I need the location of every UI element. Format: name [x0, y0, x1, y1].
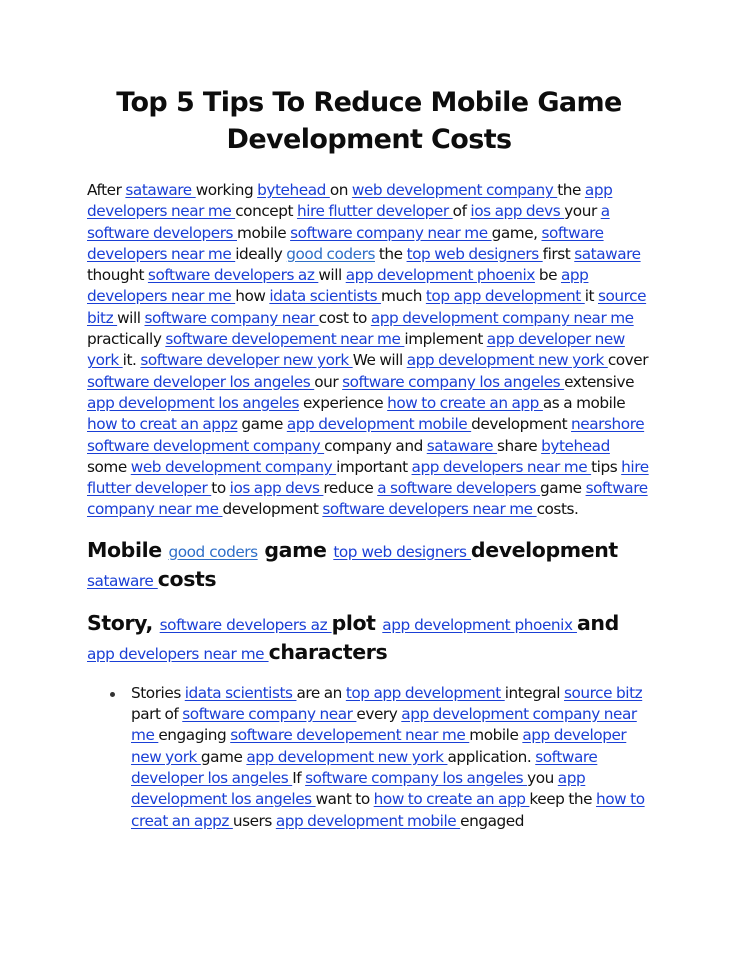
inline-link[interactable]: software company los angeles — [342, 372, 565, 391]
inline-link[interactable]: idata scientists — [269, 287, 382, 306]
text-run: experience — [299, 393, 388, 412]
text-run: characters — [268, 640, 388, 665]
text-run: be — [534, 266, 561, 285]
list-item — [131, 683, 651, 832]
text-run: If — [292, 768, 306, 787]
inline-link[interactable]: source bitz — [564, 683, 643, 702]
inline-link[interactable]: idata scientists — [184, 683, 297, 702]
inline-link[interactable]: web development company — [351, 181, 558, 199]
text-run: share — [497, 436, 542, 455]
inline-link[interactable]: how to create an app — [373, 790, 530, 809]
page-title: Top 5 Tips To Reduce Mobile Game Development Costs — [116, 87, 622, 155]
inline-link[interactable]: software company near — [144, 308, 319, 327]
text-run: engaging — [158, 726, 231, 745]
inline-link[interactable]: web development company — [130, 457, 337, 476]
inline-link[interactable]: software developement near me — [230, 726, 470, 745]
text-run: integral — [504, 683, 564, 702]
text-run: working — [195, 181, 258, 199]
text-run: every — [356, 705, 402, 724]
text-run: ideally — [235, 244, 287, 263]
text-run: development — [222, 500, 323, 519]
text-run: game — [540, 479, 586, 498]
inline-link[interactable]: source bitz — [87, 287, 647, 327]
inline-link[interactable]: ios app devs — [229, 479, 324, 498]
text-run: Mobile — [87, 537, 169, 562]
text-run: company and — [324, 436, 427, 455]
text-run: important — [336, 457, 412, 476]
text-run: users — [232, 811, 276, 830]
text-run: it. — [122, 351, 141, 370]
inline-link[interactable]: software company near me — [290, 223, 492, 242]
text-run: costs — [157, 567, 217, 592]
inline-link[interactable]: top app development — [345, 683, 505, 702]
inline-link[interactable]: software developer los angeles — [131, 747, 598, 787]
text-run: and — [576, 610, 619, 635]
inline-link[interactable]: sataware — [426, 436, 498, 455]
inline-link[interactable]: software developer los angeles — [87, 372, 315, 391]
section-heading-costs — [87, 537, 651, 596]
text-run: first — [542, 244, 575, 263]
inline-link[interactable]: how to create an app — [387, 393, 543, 412]
text-run: After — [87, 181, 126, 199]
inline-link[interactable]: app developers near me — [87, 181, 613, 221]
text-run: cover — [607, 351, 649, 370]
inline-link[interactable]: app developers near me — [411, 457, 592, 476]
inline-link[interactable]: good coders — [168, 542, 258, 561]
text-run: implement — [404, 330, 487, 349]
text-run: want to — [315, 790, 374, 809]
text-run: extensive — [564, 372, 635, 391]
text-run: concept — [235, 202, 297, 221]
text-run: Story, — [87, 610, 160, 635]
inline-link[interactable]: app development new york — [406, 351, 608, 370]
inline-link[interactable]: software company near — [182, 705, 357, 724]
inline-link[interactable]: app development los angeles — [131, 768, 586, 809]
text-run: your — [564, 202, 601, 221]
text-run: costs. — [536, 500, 579, 519]
text-run: you — [527, 768, 558, 787]
text-run: thought — [87, 266, 148, 285]
inline-link[interactable]: a software developers — [87, 202, 610, 242]
story-list — [87, 683, 651, 832]
text-run: tips — [591, 457, 622, 476]
text-run: of — [452, 202, 471, 221]
text-run: game, — [491, 223, 542, 242]
text-run: game — [200, 747, 247, 766]
inline-link[interactable]: hire flutter developer — [296, 202, 453, 221]
inline-link[interactable]: top web designers — [333, 542, 471, 561]
inline-link[interactable]: app development phoenix — [382, 615, 577, 634]
text-run: how — [235, 287, 270, 306]
text-run: game — [257, 537, 334, 562]
text-run: the — [557, 181, 585, 199]
text-run: part of — [131, 705, 183, 724]
inline-link[interactable]: good coders — [286, 244, 375, 263]
text-run: application. — [447, 747, 536, 766]
text-run: to — [211, 479, 230, 498]
inline-link[interactable]: app development company near me — [131, 705, 637, 745]
text-run: game — [237, 415, 287, 434]
text-run: mobile — [237, 223, 291, 242]
text-run: will — [318, 266, 346, 285]
inline-link[interactable]: software developers near me — [322, 500, 537, 519]
text-run: much — [381, 287, 426, 306]
text-run: cost to — [318, 308, 371, 327]
text-run: our — [314, 372, 343, 391]
inline-link[interactable]: sataware — [125, 181, 196, 199]
text-run: engaged — [460, 811, 525, 830]
inline-link[interactable]: software developement near me — [165, 330, 405, 349]
inline-link[interactable]: software developers az — [147, 266, 319, 285]
intro-paragraph — [87, 180, 651, 521]
inline-link[interactable]: software developers az — [159, 615, 332, 634]
inline-link[interactable]: bytehead — [257, 181, 330, 199]
inline-link[interactable]: ios app devs — [470, 202, 565, 221]
inline-link[interactable]: how to creat an appz — [131, 790, 645, 830]
inline-link[interactable]: app development los angeles — [87, 393, 300, 412]
inline-link[interactable]: nearshore software development company — [87, 415, 645, 455]
inline-link[interactable]: app development phoenix — [345, 266, 535, 285]
inline-link[interactable]: software company near me — [87, 479, 648, 519]
text-run: practically — [87, 330, 166, 349]
text-run: development — [471, 415, 572, 434]
text-run: are an — [296, 683, 346, 702]
text-run: some — [87, 457, 131, 476]
inline-link[interactable]: app development company near me — [370, 308, 634, 327]
text-run: reduce — [323, 479, 378, 498]
inline-link[interactable]: a software developers — [377, 479, 541, 498]
inline-link[interactable]: software company los angeles — [305, 768, 528, 787]
text-run: development — [470, 537, 618, 562]
text-run: We will — [352, 351, 407, 370]
inline-link[interactable]: app development new york — [246, 747, 448, 766]
text-run: plot — [331, 610, 383, 635]
inline-link[interactable]: bytehead — [541, 436, 610, 455]
text-run: Stories — [131, 683, 185, 702]
text-run: keep the — [529, 790, 597, 809]
text-run: it — [584, 287, 598, 306]
inline-link[interactable]: how to creat an appz — [87, 415, 238, 434]
text-run: on — [329, 181, 352, 199]
section-heading-story — [87, 610, 651, 669]
inline-link[interactable]: app developers near me — [87, 645, 269, 664]
inline-link[interactable]: top app development — [425, 287, 585, 306]
text-run: the — [374, 244, 407, 263]
inline-link[interactable]: app development mobile — [286, 415, 472, 434]
inline-link[interactable]: app development mobile — [275, 811, 461, 830]
text-run: will — [117, 308, 145, 327]
inline-link[interactable]: app developer new york — [131, 726, 627, 766]
text-run: mobile — [469, 726, 523, 745]
inline-link[interactable]: sataware — [574, 244, 641, 263]
inline-link[interactable]: app developers near me — [87, 266, 589, 306]
text-run: as a mobile — [542, 393, 626, 412]
inline-link[interactable]: software developer new york — [140, 351, 353, 370]
inline-link[interactable]: top web designers — [406, 244, 543, 263]
inline-link[interactable]: app developer new york — [87, 330, 625, 370]
inline-link[interactable]: sataware — [87, 572, 158, 591]
inline-link[interactable]: software developers near me — [87, 223, 604, 263]
inline-link[interactable]: hire flutter developer — [87, 457, 649, 498]
